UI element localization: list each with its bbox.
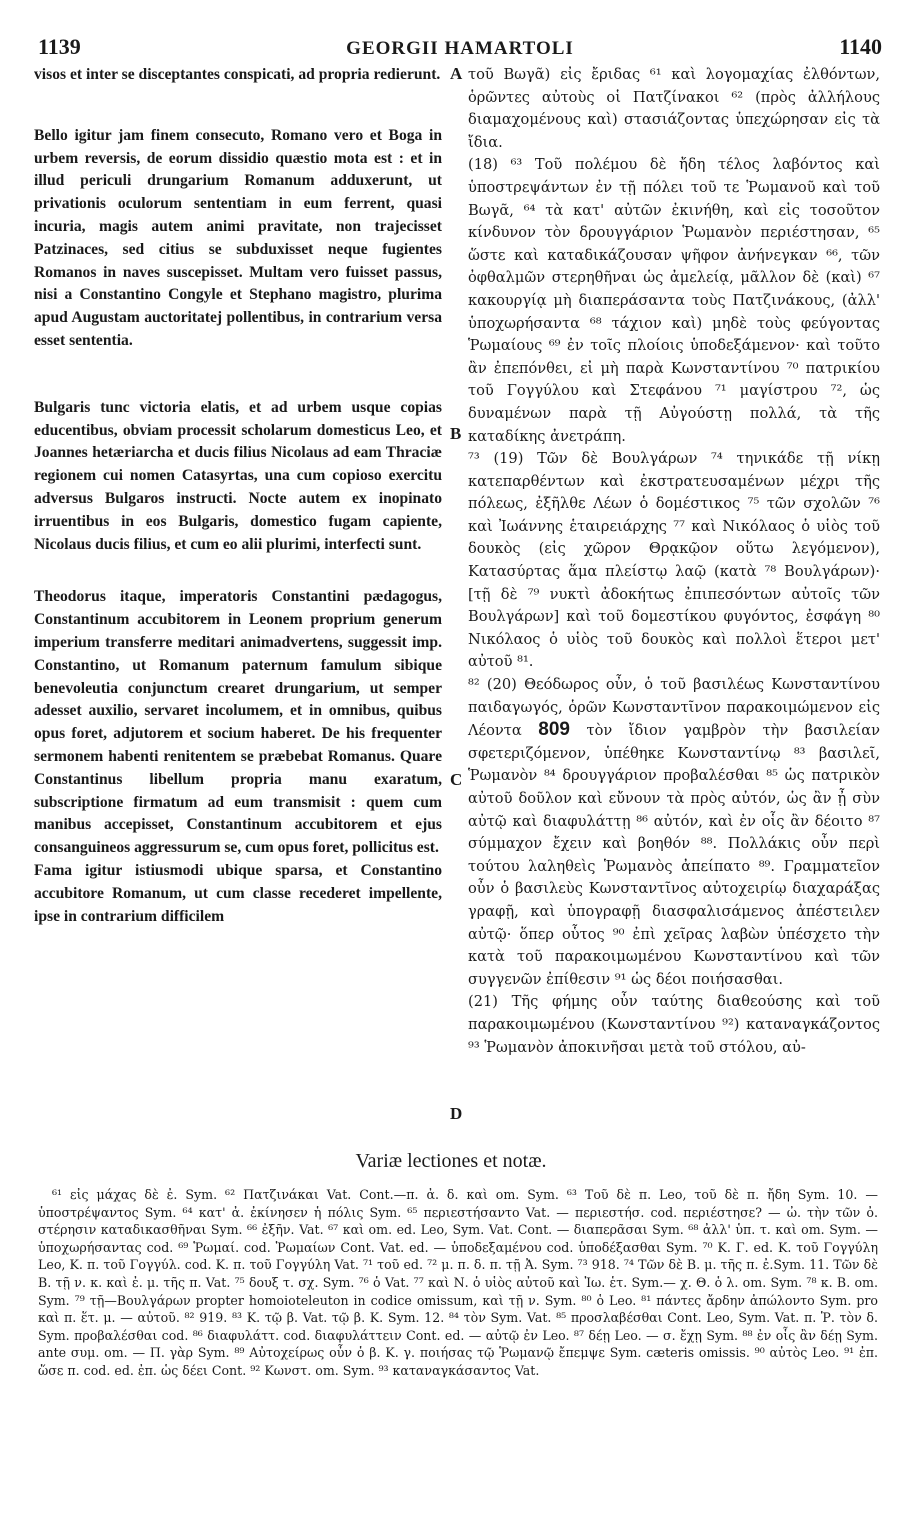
- margin-letter-b: B: [450, 424, 462, 443]
- latin-column: [34, 64, 442, 928]
- greek-column: [468, 64, 880, 1059]
- margin-letter-d: D: [450, 1104, 463, 1123]
- greek-paragraph: τοῦ Βωγᾶ) εἰς ἔριδας ⁶¹ καὶ λογομαχίας ἐλθόντων, ὁρῶντες αὐτοὺς οἱ Πατζίνακοι ⁶² (πρὸς ἀλλήλους διαμαχομένους καὶ) στασιάζοντας ὑπεχώρησαν εἰς τὰ ἴδια.: [468, 66, 880, 151]
- latin-paragraph: visos et inter se disceptantes conspicati, ad propria redierunt.: [34, 66, 441, 83]
- greek-paragraph: (18) ⁶³ Τοῦ πολέμου δὲ ἤδη τέλος λαβόντος καὶ ὑποστρεψάντων ἐν τῇ πόλει τοῦ τε Ῥωμανοῦ καὶ τοῦ Βωγᾶ, ⁶⁴ τὰ κατ' αὐτῶν ἐκινήθη, καὶ εἰς τοσοῦτον κίνδυνον τὸν δρουγγάριον Ῥωμανὸν περιέστησαν, ⁶⁵ ὥστε καὶ καταδικάζουσαν ψῆφον ἀνήνεγκαν ⁶⁶, τῶν ὀφθαλμῶν στερηθῆναι ὡς ἀμελείᾳ, μᾶλλον δὲ (καὶ) ⁶⁷ κακουργίᾳ μὴ διαπεράσαντα τοὺς Πατζινάκους, (ἀλλ' ὑποχωρήσαντα ⁶⁸ τάχιον καὶ) μηδὲ τοὺς φεύγοντας Ῥωμαίους ⁶⁹ ἐν τοῖς πλοίοις ὑποδεξάμενον· καὶ τοῦτο ἂν ἐπεπόνθει, εἰ μὴ παρὰ Κωνσταντίνου ⁷⁰ πατρικίου τοῦ Γογγύλου καὶ Στεφάνου ⁷¹ μαγίστρου ⁷², ὡς δυναμένων παρὰ τῇ Αὐγούστῃ πολλά, τὰ τῆς καταδίκης ἀνετράπη.: [468, 156, 880, 445]
- page-marker: 809: [538, 719, 570, 741]
- greek-paragraph: [468, 674, 880, 991]
- greek-paragraph: ⁷³ (19) Τῶν δὲ Βουλγάρων ⁷⁴ τηνικάδε τῇ νίκῃ κατεπαρθέντων καὶ ἐκστρατευσαμένων μέχρι τῆς πόλεως, ἐξῆλθε Λέων ὁ δομέστικος ⁷⁵ τῶν σχολῶν ⁷⁶ καὶ Ἰωάννης ἑταιρειάρχης ⁷⁷ καὶ Νικόλαος ὁ υἱὸς τοῦ δουκὸς (εἰς χῶρον Θρᾳκῷον οὕτω λεγόμενον), Κατασύρτας ἅμα πλείστῳ λαῷ (κατὰ ⁷⁸ Βουλγάρων)· [τῇ δὲ ⁷⁹ νυκτὶ ἀδοκήτως ἐπιπεσόντων αὐτοῖς τῶν Βουλγάρων] καὶ τοῦ δομεστίκου φυγόντος, ἐσφάγη ⁸⁰ Νικόλαος ὁ υἱὸς τοῦ δουκὸς καὶ πολλοὶ ἕτεροι μετ' αὐτοῦ ⁸¹.: [468, 450, 880, 671]
- right-page-number: 1140: [839, 34, 882, 59]
- margin-letter-a: A: [450, 64, 463, 83]
- latin-paragraph: Fama igitur istiusmodi ubique sparsa, et Constantino accubitore Romanum, ut cum classe recederet impellente, ipse in contrarium difficilem: [34, 861, 442, 925]
- latin-paragraph: Bulgaris tunc victoria elatis, et ad urbem usque copias educentibus, obviam processit scholarum domesticus Leo, et Joannes hetæriarcha et ducis filius Nicolaus ad eam Thraciæ regionem cui nomen Catasyrtas, una cum copioso exercitu adversus Bulgaros instructi. Nocte autem ex inopinato irruentibus in eos Bulgaris, domestico fugam capiente, Nicolaus ducis filius, et cum eo alii plurimi, interfecti sunt.: [34, 398, 442, 553]
- greek-text: ⁸² (20) Θεόδωρος οὖν, ὁ τοῦ βασιλέως Κωνσταντίνου παιδαγωγός, ὁρῶν Κωνσταντῖνον παρακοιμώμενον εἰς Λέοντα: [468, 676, 880, 740]
- notes-text: ⁶¹ εἰς μάχας δὲ ἐ. Sym. ⁶² Πατζινάκαι Vat. Cont.—π. ἀ. δ. καὶ om. Sym. ⁶³ Τοῦ δὲ π. Leo, τοῦ δὲ π. ἤδη Sym. 10. — ὑποστρέψαντος Sym. ⁶⁴ κατ' ἀ. ἐκίνησεν ἡ πόλις Sym. ⁶⁵ περιεστήσαντο Vat. — περιεστήσ. cod. περιέστησε? — ὠ. τὴν τῶν ὀ. στέρησιν καταδικασθῆναι Sym. ⁶⁶ ἐξῆν. Vat. ⁶⁷ καὶ om. ed. Leo, Sym. Vat. Cont. — διαπερᾶσαι Sym. ⁶⁸ ἀλλ' ὑπ. τ. καὶ om. Sym. — ὑποχωρήσαντας cod. ⁶⁹ Ῥωμαί. cod. Ῥωμαίων Cont. Vat. ed. — ὑποδεξαμένου cod. ὑποδέξασθαι Sym. ⁷⁰ Κ. Γ. ed. Κ. τοῦ Γογγύλη Leo, Κ. π. τοῦ Γογγύλ. cod. Κ. π. τοῦ Γογγύλη Vat. ⁷¹ τοῦ ed. ⁷² μ. π. δ. π. τῇ Ἀ. Sym. ⁷³ 918. ⁷⁴ Τῶν δὲ Β. μ. τῆς π. ἐ.Sym. 11. Τῶν δὲ Β. τῇ ν. κ. καὶ ἐ. μ. τῆς π. Vat. ⁷⁵ δουξ τ. σχ. Sym. ⁷⁶ ὁ Vat. ⁷⁷ καὶ Ν. ὁ υἱὸς αὐτοῦ καὶ Ἰω. ἑτ. Sym.— χ. Θ. ὁ λ. om. Sym. ⁷⁸ κ. Β. om. Sym. ⁷⁹ τῇ—Βουλγάρων propter homoioteleuton in codice omissum, καὶ τῇ ν. Sym. ⁸⁰ ὁ Leo. ⁸¹ πάντες ἄρδην ἀπώλοντο Sym. pro καὶ π. ἕτ. μ. — αὐτοῦ. ⁸² 919. ⁸³ Κ. τῷ β. Vat. τῷ β. Κ. Sym. 12. ⁸⁴ τὸν Sym. Vat. ⁸⁵ προσλαβέσθαι Cont. Leo, Sym. Vat. π. Ῥ. τὸν δ. Sym. προβαλέσθαι cod. ⁸⁶ διαφυλάττ. cod. διαφυλάττειν Cont. ed. — αὐτῷ ἐν Leo. ⁸⁷ δέῃ Leo. — σ. ἔχῃ Sym. ⁸⁸ ἐν οἷς ἂν δέῃ Sym. ante συμ. om. — Π. γὰρ Sym. ⁸⁹ Αὐτοχείρως οὖν ὁ β. Κ. γ. ποιήσας τῷ Ῥωμανῷ ἔπεμψε Sym. cæteris omissis. ⁹⁰ αὐτὸς Leo. ⁹¹ ἐπ. ὥσε π. cod. ed. ἐπ. ὡς δέει Cont. ⁹² Κωνστ. om. Sym. ⁹³ καταναγκάσαντος Vat.: [38, 1187, 878, 1378]
- greek-paragraph: (21) Τῆς φήμης οὖν ταύτης διαθεούσης καὶ τοῦ παρακοιμωμένου (Κωνσταντίνου ⁹²) καταναγκάζοντος ⁹³ Ῥωμανὸν ἀποκινῆσαι μετὰ τοῦ στόλου, αὐ-: [468, 993, 880, 1056]
- greek-text: τὸν ἴδιον γαμβρὸν τὴν βασιλείαν σφετεριζόμενον, ὑπέθηκε Κωνσταντίνῳ ⁸³ βασιλεῖ, Ῥωμανὸν ⁸⁴ δρουγγάριον προβαλέσθαι ⁸⁵ ὡς πατρικὸν αὐτοῦ δοῦλον καὶ εὔνουν τὰ πρὸς αὐτόν, ὡς ἂν ᾖ σὺν αὐτῷ καὶ διαφυλάττῃ ⁸⁶ αὐτόν, καὶ ἐν οἷς ἂν δέοιτο ⁸⁷ σύμμαχον ἔχειν καὶ βοηθόν ⁸⁸. Πολλάκις οὖν περὶ τούτου λαληθεὶς Ῥωμανὸς ἀπείπατο ⁸⁹. Γραμματεῖον οὖν ὁ βασιλεὺς Κωνσταντῖνος αὐτοχειρίῳ διαχαράξας γραφῇ, καὶ ὑπογραφῇ διασφαλισάμενος ἀπέστειλεν αὐτῷ· ὅπερ οὗτος ⁹⁰ ἐπὶ χεῖρας λαβὼν ὑπέσχετο τὴν κατὰ τοῦ παρακοιμωμένου Κωνσταντίνου καὶ τῶν συγγενῶν ἐπίθεσιν ⁹¹ ὡς δέοι ποιήσασθαι.: [468, 722, 880, 988]
- notes-section: [38, 1186, 878, 1380]
- notes-heading: Variæ lectiones et notæ.: [355, 1150, 547, 1172]
- margin-letter-c: C: [450, 770, 463, 789]
- latin-paragraph: Bello igitur jam finem consecuto, Romano vero et Boga in urbem reversis, de eorum dissidio quæstio mota est : et in illud periculi drungarium Romanum adduxerunt, ut privationis oculorum sententiam in eum ferrent, quasi incuria, magis autem animi pravitate, non trajecisset Patzinaces, sed citius se subduxisset neque fugientes Romanos in naves suscepisset. Multam vero fuisset passus, nisi a Constantino Congyle et Stephano magistro, plurima apud Augustam auctoritatej pollentibus, in contrarium versa esset sententia.: [34, 126, 442, 349]
- running-title: GEORGII HAMARTOLI: [346, 38, 574, 59]
- left-page-number: 1139: [38, 34, 81, 59]
- text-columns: [34, 64, 880, 1122]
- latin-paragraph: Theodorus itaque, imperatoris Constantini pædagogus, Constantinum accubitorem in Leonem proprium generum imperium transferre meditari animadvertens, suggessit imp. Constantino, ut Romanum paternum famulum sibique benevoleutia conjunctum crearet drungarium, ut semper adesset auxilio, servaret incolumem, et in omnibus, quibus opus foret, adjutorem et socium haberet. De his frequenter sermonem habenti renitentem se præbebat Romanus. Quare Constantinus libellum propria manu exaratum, subscriptione firmatum ad eum transmisit : quem cum manibus accepisset, Constantinum accubitorem et ejus consanguineos aggressurum se, cum opus foret, pollicitus est.: [34, 588, 442, 857]
- page-header: [38, 34, 882, 62]
